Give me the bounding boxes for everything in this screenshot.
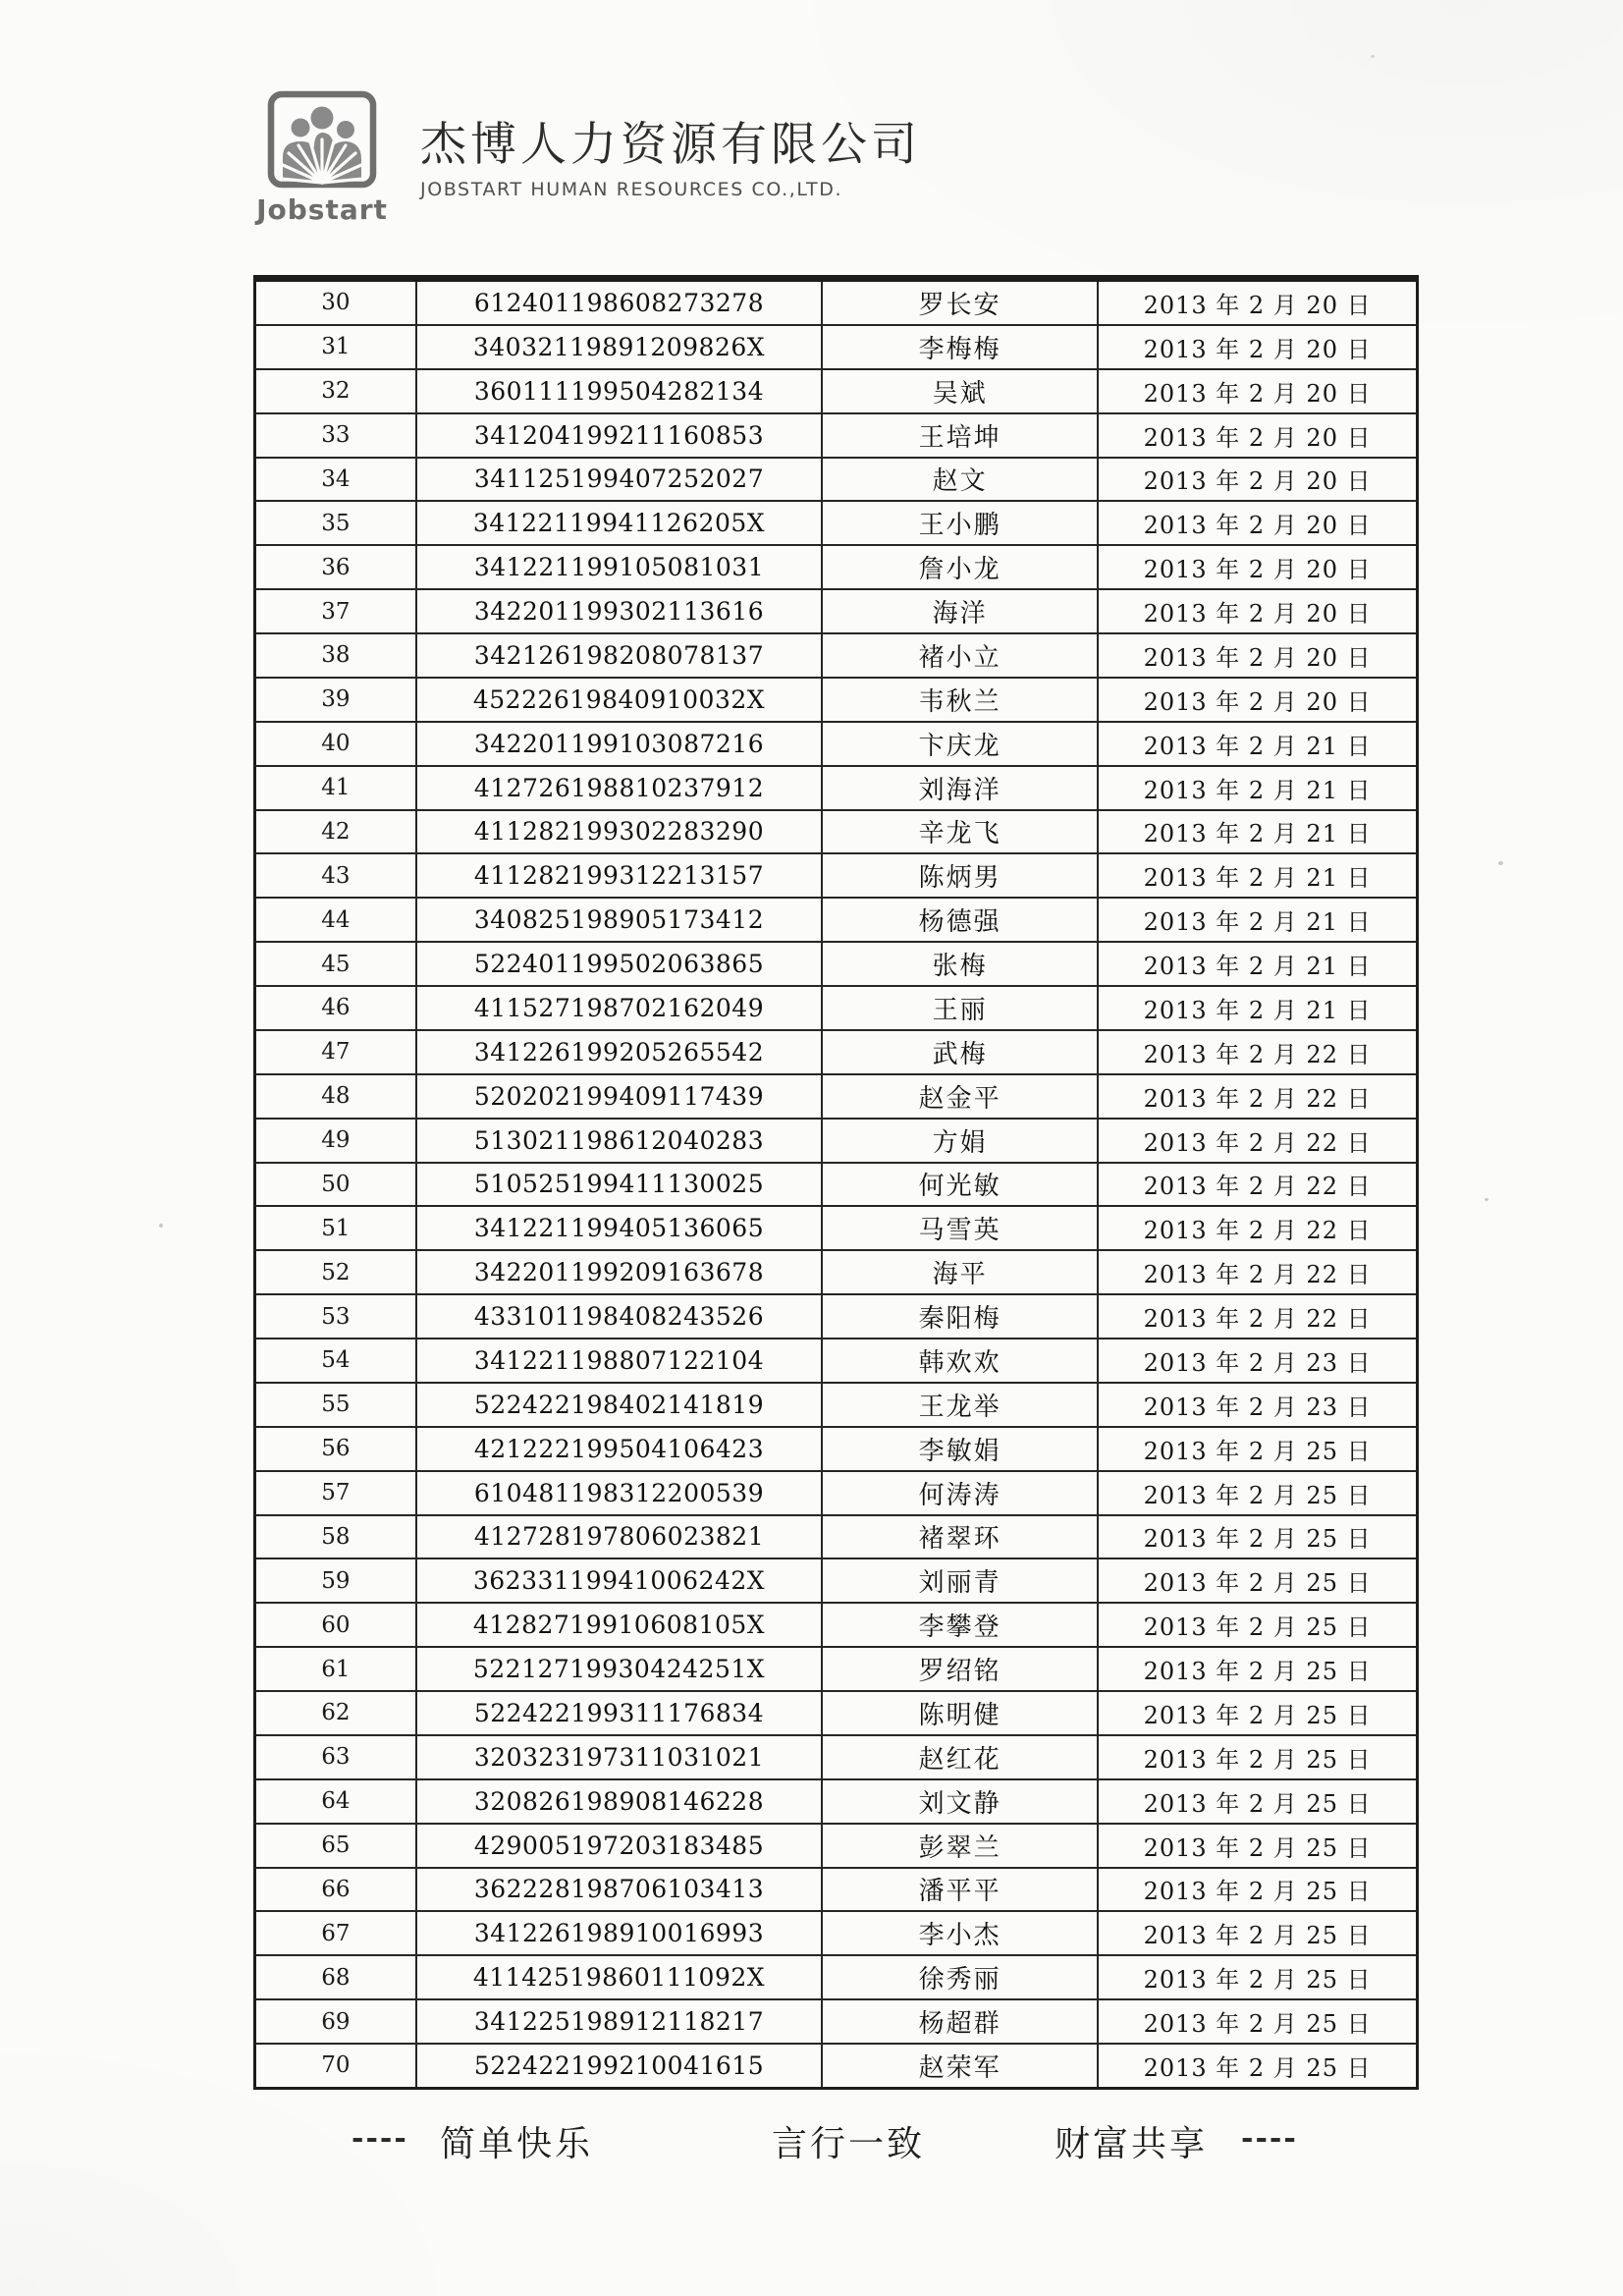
cell-no: 43 (321, 862, 351, 889)
table-row (256, 1514, 1416, 1558)
cell-name: 赵荣军 (821, 2045, 1097, 2087)
cell-date: 2013 年 2 月 25 日 (1097, 1559, 1416, 1602)
cell-no: 60 (321, 1612, 351, 1638)
cell-no: 36 (321, 554, 351, 580)
cell-name: 刘文静 (821, 1780, 1097, 1823)
table-row (256, 1734, 1416, 1778)
table-row (256, 1382, 1416, 1426)
table-row (256, 632, 1416, 677)
cell-date: 2013 年 2 月 25 日 (1097, 2000, 1416, 2043)
cell-name: 褚翠环 (821, 1516, 1097, 1558)
cell-name: 辛龙飞 (821, 811, 1097, 853)
cell-id: 340825198905173412 (415, 899, 821, 941)
cell-no: 49 (321, 1127, 351, 1154)
cell-id: 320323197311031021 (415, 1736, 821, 1778)
cell-date: 2013 年 2 月 23 日 (1097, 1384, 1416, 1426)
cell-id: 36233119941006242X (415, 1559, 821, 1602)
cell-no: 46 (321, 995, 351, 1021)
company-name-en: JOBSTART HUMAN RESOURCES CO.,LTD. (420, 179, 843, 200)
cell-no: 52 (321, 1259, 351, 1285)
cell-id: 412728197806023821 (415, 1516, 821, 1558)
cell-date: 2013 年 2 月 25 日 (1097, 1472, 1416, 1514)
cell-id: 513021198612040283 (415, 1120, 821, 1162)
table-row (256, 2043, 1416, 2087)
table-row (256, 1558, 1416, 1602)
cell-name: 刘海洋 (821, 767, 1097, 809)
cell-id: 421222199504106423 (415, 1428, 821, 1470)
cell-no: 56 (321, 1436, 351, 1462)
table-row (256, 1293, 1416, 1338)
table-row (256, 1823, 1416, 1867)
cell-date: 2013 年 2 月 20 日 (1097, 370, 1416, 412)
cell-date: 2013 年 2 月 22 日 (1097, 1295, 1416, 1338)
cell-name: 赵红花 (821, 1736, 1097, 1778)
cell-id: 341125199407252027 (415, 459, 821, 501)
cell-id: 429005197203183485 (415, 1825, 821, 1867)
cell-date: 2013 年 2 月 22 日 (1097, 1075, 1416, 1118)
cell-no: 70 (321, 2052, 351, 2079)
cell-name: 陈明健 (821, 1692, 1097, 1734)
cell-name: 王丽 (821, 987, 1097, 1029)
cell-no: 31 (321, 334, 351, 360)
footer-slogan-simple-happy: 简单快乐 (440, 2124, 594, 2164)
table-row (256, 1470, 1416, 1514)
cell-id: 341204199211160853 (415, 414, 821, 457)
cell-no: 51 (321, 1215, 351, 1241)
cell-name: 彭翠兰 (821, 1825, 1097, 1867)
cell-no: 59 (321, 1567, 351, 1594)
scan-speck (1498, 861, 1503, 865)
footer-slogan-share-wealth: 财富共享 (1055, 2124, 1209, 2164)
cell-no: 62 (321, 1700, 351, 1726)
scan-speck (1485, 1198, 1488, 1201)
cell-no: 42 (321, 818, 351, 845)
cell-id: 510525199411130025 (415, 1164, 821, 1206)
cell-name: 何光敏 (821, 1164, 1097, 1206)
cell-name: 褚小立 (821, 634, 1097, 677)
cell-no: 40 (321, 731, 351, 757)
cell-no: 50 (321, 1171, 351, 1197)
cell-name: 赵金平 (821, 1075, 1097, 1118)
table-row (256, 368, 1416, 412)
cell-name: 杨超群 (821, 2000, 1097, 2043)
cell-id: 341221199405136065 (415, 1207, 821, 1249)
table-row (256, 721, 1416, 765)
cell-no: 57 (321, 1480, 351, 1506)
cell-no: 38 (321, 642, 351, 669)
cell-id: 41142519860111092X (415, 1956, 821, 1998)
cell-id: 610481198312200539 (415, 1472, 821, 1514)
cell-id: 522401199502063865 (415, 943, 821, 985)
cell-no: 61 (321, 1656, 351, 1682)
company-name-cn: 杰博人力资源有限公司 (420, 118, 921, 172)
cell-name: 王小鹏 (821, 502, 1097, 544)
table-row (256, 544, 1416, 588)
cell-no: 54 (321, 1347, 351, 1374)
cell-name: 王龙举 (821, 1384, 1097, 1426)
cell-id: 411282199302283290 (415, 811, 821, 853)
cell-date: 2013 年 2 月 22 日 (1097, 1164, 1416, 1206)
cell-id: 341226199205265542 (415, 1031, 821, 1073)
table-row (256, 1778, 1416, 1823)
cell-name: 罗绍铭 (821, 1648, 1097, 1690)
table-row (256, 500, 1416, 544)
table-row (256, 765, 1416, 809)
table-row (256, 324, 1416, 368)
cell-no: 44 (321, 906, 351, 933)
cell-no: 37 (321, 598, 351, 625)
cell-no: 39 (321, 686, 351, 713)
cell-name: 韩欢欢 (821, 1339, 1097, 1382)
cell-no: 69 (321, 2008, 351, 2035)
cell-id: 341226198910016993 (415, 1912, 821, 1954)
table-row (256, 1205, 1416, 1249)
cell-name: 海平 (821, 1251, 1097, 1293)
cell-no: 55 (321, 1392, 351, 1418)
cell-id: 520202199409117439 (415, 1075, 821, 1118)
logo-wordmark: Jobstart (256, 193, 388, 226)
scan-speck (159, 1224, 163, 1228)
cell-name: 马雪英 (821, 1207, 1097, 1249)
footer-dashes-right: ---- (1241, 2121, 1298, 2156)
cell-id: 320826198908146228 (415, 1780, 821, 1823)
cell-no: 67 (321, 1920, 351, 1946)
cell-name: 陈炳男 (821, 854, 1097, 897)
cell-id: 342201199103087216 (415, 723, 821, 765)
cell-date: 2013 年 2 月 20 日 (1097, 326, 1416, 368)
cell-id: 522422199311176834 (415, 1692, 821, 1734)
cell-id: 341221198807122104 (415, 1339, 821, 1382)
cell-date: 2013 年 2 月 20 日 (1097, 546, 1416, 588)
cell-name: 李小杰 (821, 1912, 1097, 1954)
cell-date: 2013 年 2 月 25 日 (1097, 1428, 1416, 1470)
cell-name: 徐秀丽 (821, 1956, 1097, 1998)
cell-no: 64 (321, 1788, 351, 1815)
cell-date: 2013 年 2 月 21 日 (1097, 987, 1416, 1029)
cell-name: 詹小龙 (821, 546, 1097, 588)
cell-name: 李攀登 (821, 1604, 1097, 1646)
cell-no: 32 (321, 378, 351, 405)
table-row (256, 897, 1416, 941)
cell-id: 522422199210041615 (415, 2045, 821, 2087)
cell-date: 2013 年 2 月 21 日 (1097, 943, 1416, 985)
cell-name: 海洋 (821, 590, 1097, 632)
cell-name: 卞庆龙 (821, 723, 1097, 765)
cell-date: 2013 年 2 月 20 日 (1097, 414, 1416, 457)
cell-id: 342126198208078137 (415, 634, 821, 677)
cell-id: 612401198608273278 (415, 282, 821, 324)
table-row (256, 588, 1416, 632)
cell-id: 360111199504282134 (415, 370, 821, 412)
cell-name: 李敏娟 (821, 1428, 1097, 1470)
table-row (256, 282, 1416, 324)
cell-id: 45222619840910032X (415, 679, 821, 721)
cell-name: 王培坤 (821, 414, 1097, 457)
cell-date: 2013 年 2 月 25 日 (1097, 1912, 1416, 1954)
cell-date: 2013 年 2 月 20 日 (1097, 459, 1416, 501)
table-row (256, 1998, 1416, 2043)
cell-no: 48 (321, 1083, 351, 1110)
company-name-block (420, 108, 921, 200)
table-row (256, 1426, 1416, 1470)
cell-date: 2013 年 2 月 25 日 (1097, 1956, 1416, 1998)
cell-name: 赵文 (821, 459, 1097, 501)
cell-date: 2013 年 2 月 25 日 (1097, 1516, 1416, 1558)
table-row (256, 412, 1416, 457)
cell-date: 2013 年 2 月 22 日 (1097, 1207, 1416, 1249)
table-row (256, 1910, 1416, 1954)
cell-name: 潘平平 (821, 1869, 1097, 1911)
cell-date: 2013 年 2 月 25 日 (1097, 1692, 1416, 1734)
cell-name: 刘丽青 (821, 1559, 1097, 1602)
table-row (256, 852, 1416, 897)
cell-no: 47 (321, 1039, 351, 1066)
cell-date: 2013 年 2 月 22 日 (1097, 1031, 1416, 1073)
cell-id: 34032119891209826X (415, 326, 821, 368)
people-sunburst-icon (267, 90, 377, 189)
cell-name: 何涛涛 (821, 1472, 1097, 1514)
table-row (256, 457, 1416, 501)
cell-id: 34122119941126205X (415, 502, 821, 544)
table-row (256, 985, 1416, 1029)
cell-no: 35 (321, 510, 351, 536)
table-row (256, 1073, 1416, 1118)
cell-date: 2013 年 2 月 21 日 (1097, 723, 1416, 765)
cell-id: 341221199105081031 (415, 546, 821, 588)
cell-date: 2013 年 2 月 25 日 (1097, 1780, 1416, 1823)
cell-no: 68 (321, 1964, 351, 1991)
table-row (256, 1249, 1416, 1293)
table-row (256, 1954, 1416, 1998)
cell-id: 433101198408243526 (415, 1295, 821, 1338)
cell-id: 52212719930424251X (415, 1648, 821, 1690)
cell-id: 411527198702162049 (415, 987, 821, 1029)
cell-no: 66 (321, 1876, 351, 1902)
cell-date: 2013 年 2 月 25 日 (1097, 1869, 1416, 1911)
cell-date: 2013 年 2 月 20 日 (1097, 679, 1416, 721)
cell-no: 65 (321, 1832, 351, 1859)
company-logo (249, 90, 395, 226)
table-row (256, 1162, 1416, 1206)
cell-name: 秦阳梅 (821, 1295, 1097, 1338)
cell-name: 武梅 (821, 1031, 1097, 1073)
cell-date: 2013 年 2 月 21 日 (1097, 767, 1416, 809)
cell-id: 342201199302113616 (415, 590, 821, 632)
cell-id: 362228198706103413 (415, 1869, 821, 1911)
table-row (256, 809, 1416, 853)
cell-id: 41282719910608105X (415, 1604, 821, 1646)
cell-name: 李梅梅 (821, 326, 1097, 368)
cell-no: 33 (321, 422, 351, 449)
cell-name: 吴斌 (821, 370, 1097, 412)
cell-no: 58 (321, 1523, 351, 1550)
cell-no: 34 (321, 465, 351, 492)
cell-no: 53 (321, 1303, 351, 1330)
cell-date: 2013 年 2 月 21 日 (1097, 854, 1416, 897)
cell-no: 30 (321, 290, 351, 316)
cell-date: 2013 年 2 月 22 日 (1097, 1251, 1416, 1293)
cell-name: 杨德强 (821, 899, 1097, 941)
cell-date: 2013 年 2 月 25 日 (1097, 1648, 1416, 1690)
scan-speck (1371, 55, 1375, 58)
cell-date: 2013 年 2 月 25 日 (1097, 1736, 1416, 1778)
table-row (256, 677, 1416, 721)
cell-date: 2013 年 2 月 20 日 (1097, 590, 1416, 632)
table-row (256, 1602, 1416, 1646)
cell-id: 411282199312213157 (415, 854, 821, 897)
table-row (256, 1690, 1416, 1734)
cell-date: 2013 年 2 月 21 日 (1097, 899, 1416, 941)
cell-date: 2013 年 2 月 25 日 (1097, 1604, 1416, 1646)
table-row (256, 1338, 1416, 1382)
table-row (256, 1867, 1416, 1911)
cell-id: 412726198810237912 (415, 767, 821, 809)
cell-date: 2013 年 2 月 21 日 (1097, 811, 1416, 853)
table-row (256, 1118, 1416, 1162)
table-row (256, 1646, 1416, 1690)
footer-dashes-left: ---- (352, 2121, 408, 2156)
cell-date: 2013 年 2 月 25 日 (1097, 1825, 1416, 1867)
cell-date: 2013 年 2 月 23 日 (1097, 1339, 1416, 1382)
cell-name: 罗长安 (821, 282, 1097, 324)
cell-name: 方娟 (821, 1120, 1097, 1162)
cell-date: 2013 年 2 月 20 日 (1097, 502, 1416, 544)
cell-date: 2013 年 2 月 22 日 (1097, 1120, 1416, 1162)
cell-date: 2013 年 2 月 20 日 (1097, 634, 1416, 677)
cell-no: 63 (321, 1744, 351, 1771)
cell-id: 342201199209163678 (415, 1251, 821, 1293)
cell-date: 2013 年 2 月 20 日 (1097, 282, 1416, 324)
cell-name: 张梅 (821, 943, 1097, 985)
cell-date: 2013 年 2 月 25 日 (1097, 2045, 1416, 2087)
roster-table (253, 275, 1419, 2090)
table-row (256, 1029, 1416, 1073)
cell-no: 41 (321, 775, 351, 801)
footer-slogan-words-match-deeds: 言行一致 (772, 2124, 926, 2164)
cell-id: 522422198402141819 (415, 1384, 821, 1426)
table-row (256, 941, 1416, 985)
cell-id: 341225198912118217 (415, 2000, 821, 2043)
cell-no: 45 (321, 951, 351, 977)
cell-name: 韦秋兰 (821, 679, 1097, 721)
